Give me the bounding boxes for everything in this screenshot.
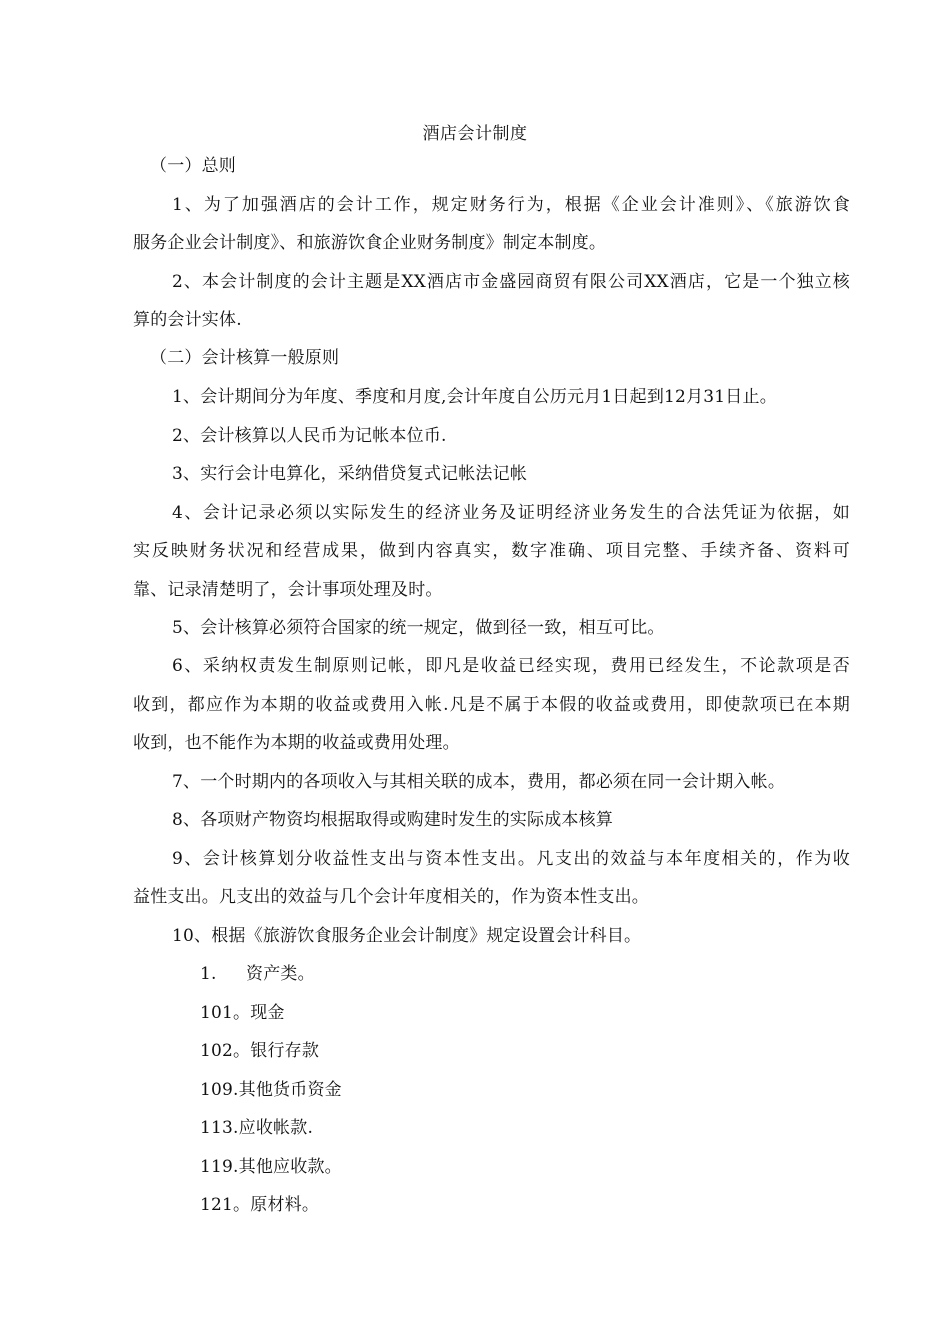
section-heading-general: （一）总则: [150, 156, 236, 176]
list-item: 113.应收帐款.: [200, 1118, 314, 1138]
paragraph-line: 服务企业会计制度》、和旅游饮食企业财务制度》制定本制度。: [133, 233, 607, 253]
paragraph-line: 9、会计核算划分收益性支出与资本性支出。凡支出的效益与本年度相关的，作为收: [172, 849, 850, 869]
list-item: 102。银行存款: [200, 1041, 320, 1061]
paragraph-line: 实反映财务状况和经营成果，做到内容真实，数字准确、项目完整、手续齐备、资料可: [133, 541, 850, 561]
list-label: 资产类。: [246, 964, 315, 984]
paragraph-line: 4、会计记录必须以实际发生的经济业务及证明经济业务发生的合法凭证为依据，如: [172, 503, 850, 523]
paragraph-line: 益性支出。凡支出的效益与几个会计年度相关的，作为资本性支出。: [133, 887, 649, 907]
list-number: 1.: [200, 964, 217, 984]
paragraph-line: 2、本会计制度的会计主题是XX酒店市金盛园商贸有限公司XX酒店，它是一个独立核: [172, 272, 850, 292]
document-title: 酒店会计制度: [422, 124, 528, 144]
paragraph-line: 8、各项财产物资均根据取得或购建时发生的实际成本核算: [172, 810, 614, 830]
paragraph-line: 1、会计期间分为年度、季度和月度,会计年度自公历元月1日起到12月31日止。: [172, 387, 777, 407]
list-item: 109.其他货币资金: [200, 1080, 342, 1100]
list-subheading: [200, 961, 315, 987]
paragraph-line: 靠、记录清楚明了，会计事项处理及时。: [133, 580, 443, 600]
paragraph-line: 收到，都应作为本期的收益或费用入帐.凡是不属于本假的收益或费用，即使款项已在本期: [133, 695, 850, 715]
list-item: 101。现金: [200, 1003, 285, 1023]
paragraph-line: 5、会计核算必须符合国家的统一规定，做到径一致，相互可比。: [172, 618, 665, 638]
list-item: 119.其他应收款。: [200, 1157, 342, 1177]
list-item: 121。原材料。: [200, 1195, 320, 1215]
paragraph-line: 7、一个时期内的各项收入与其相关联的成本，费用，都必须在同一会计期入帐。: [172, 772, 786, 792]
paragraph-line: 1、为了加强酒店的会计工作，规定财务行为，根据《企业会计准则》、《旅游饮食: [172, 195, 850, 215]
paragraph-line: 3、实行会计电算化，采纳借贷复式记帐法记帐: [172, 464, 528, 484]
paragraph-line: 算的会计实体.: [133, 310, 242, 330]
paragraph-line: 2、会计核算以人民币为记帐本位币.: [172, 426, 447, 446]
paragraph-line: 6、采纳权责发生制原则记帐，即凡是收益已经实现，费用已经发生，不论款项是否: [172, 656, 850, 676]
section-heading-principles: （二）会计核算一般原则: [150, 348, 340, 368]
paragraph-line: 10、根据《旅游饮食服务企业会计制度》规定设置会计科目。: [172, 926, 642, 946]
paragraph-line: 收到，也不能作为本期的收益或费用处理。: [133, 733, 460, 753]
